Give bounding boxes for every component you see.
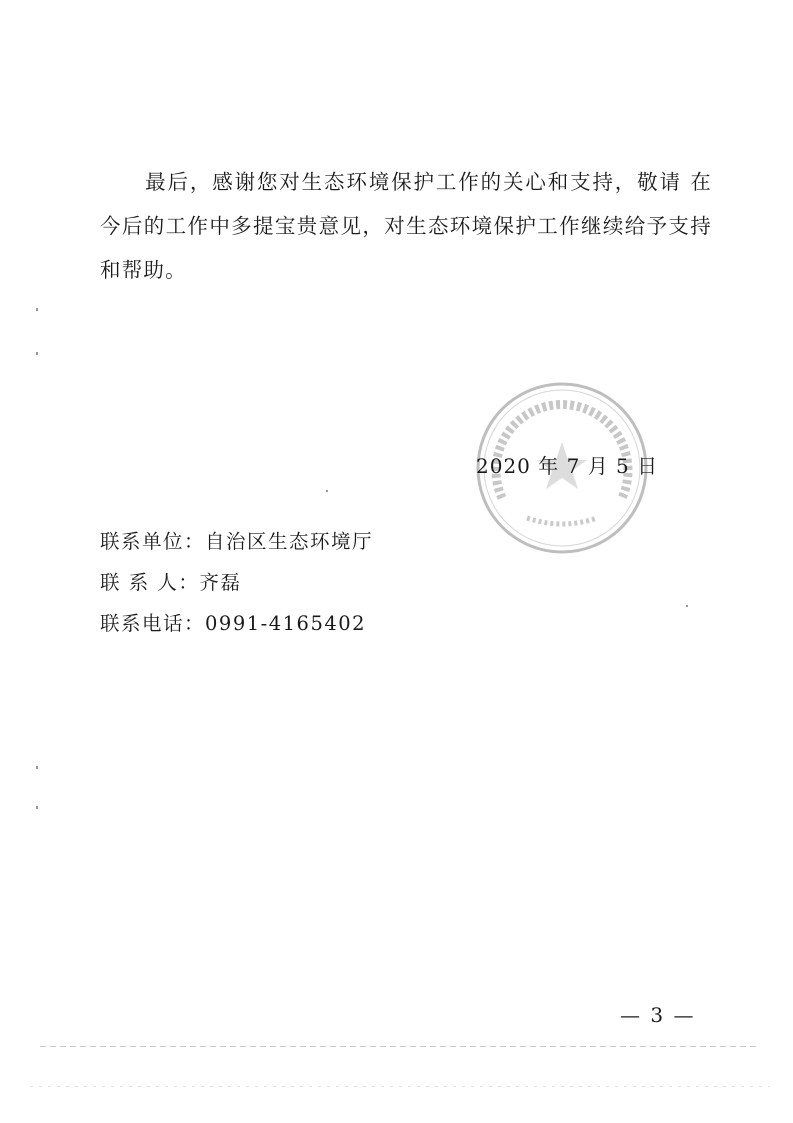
contact-person-value: 齐磊 <box>199 571 242 594</box>
contact-unit-value: 自治区生态环境厅 <box>205 530 374 553</box>
contact-phone-label: 联系电话： <box>100 612 206 635</box>
signature-date: 2020 年 7 月 5 日 <box>476 454 659 478</box>
scan-speck <box>36 352 38 355</box>
contact-unit-label: 联系单位： <box>100 530 206 553</box>
contact-unit-row <box>100 526 373 554</box>
contact-phone-value: 0991-4165402 <box>205 612 367 635</box>
scan-speck <box>36 766 38 769</box>
scan-artifact-line <box>30 1086 770 1087</box>
scan-speck <box>686 605 688 607</box>
closing-paragraph: 最后，感谢您对生态环境保护工作的关心和支持，敬请 在今后的工作中多提宝贵意见，对生态环境保护工作继续给予支持和帮助。 <box>100 170 712 282</box>
scan-speck <box>36 308 38 311</box>
contact-phone-row <box>100 608 366 636</box>
scan-speck <box>36 806 38 809</box>
scan-artifact-line <box>40 1046 760 1047</box>
contact-person-label: 联 系 人： <box>100 571 200 594</box>
page-number: — 3 — <box>620 1003 696 1027</box>
scan-speck <box>326 490 328 492</box>
contact-person-row <box>100 567 241 595</box>
